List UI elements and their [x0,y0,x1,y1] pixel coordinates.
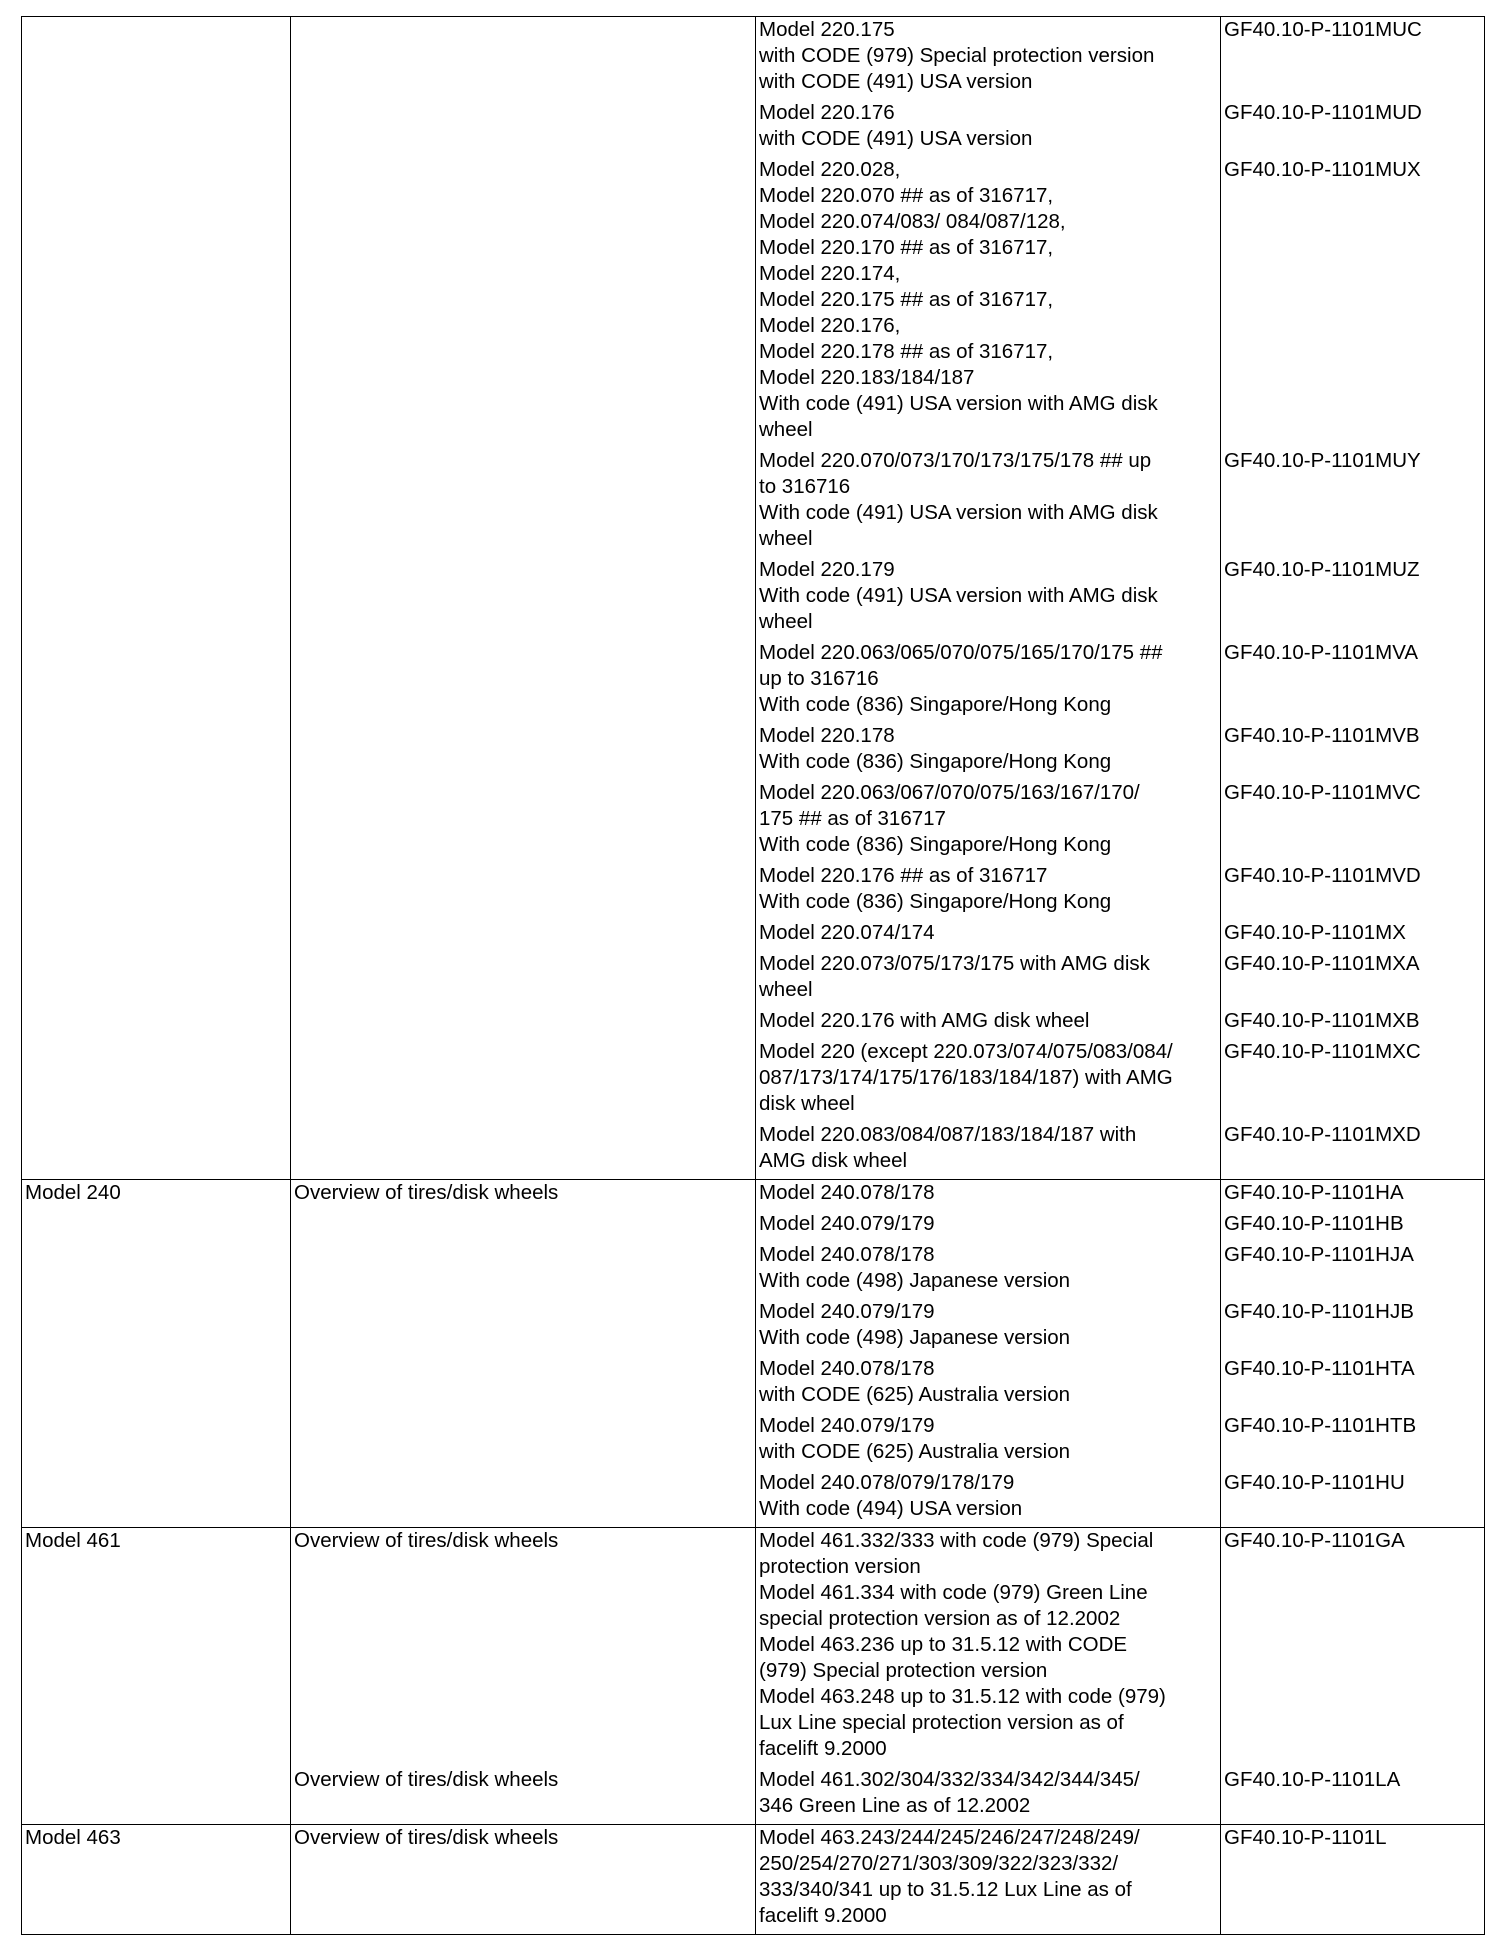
description-line: Model 240.079/179 [759,1212,935,1235]
topic-cell [291,780,756,863]
model-cell [22,1122,291,1180]
document-number-cell: GF40.10-P-1101GA [1221,1528,1485,1768]
description-line: Model 240.078/178 [759,1357,935,1380]
model-cell [22,640,291,723]
document-number-cell: GF40.10-P-1101MVA [1221,640,1485,723]
topic-cell [291,723,756,780]
topic-cell [291,863,756,920]
document-number-cell: GF40.10-P-1101MXA [1221,951,1485,1008]
topic-cell [291,1039,756,1122]
topic-cell: Overview of tires/disk wheels [291,1767,756,1825]
table-row [22,1299,1485,1356]
description-line: 250/254/270/271/303/309/322/323/332/ [759,1852,1119,1875]
table-row [22,780,1485,863]
model-cell [22,100,291,157]
model-cell [22,951,291,1008]
model-cell [22,920,291,951]
description-cell [756,1767,1221,1825]
description-line: With code (836) Singapore/Hong Kong [759,750,1112,773]
document-number-cell: GF40.10-P-1101MUX [1221,157,1485,448]
table-row [22,557,1485,640]
table-row [22,1122,1485,1180]
model-cell [22,723,291,780]
description-cell [756,640,1221,723]
document-number-cell: GF40.10-P-1101MXD [1221,1122,1485,1180]
description-line: With code (491) USA version with AMG disk [759,584,1158,607]
description-cell [756,951,1221,1008]
description-line: Model 220.073/075/173/175 with AMG disk [759,952,1150,975]
description-line: protection version [759,1555,921,1578]
description-line: Model 463.243/244/245/246/247/248/249/ [759,1826,1140,1849]
description-line: 175 ## as of 316717 [759,807,946,830]
description-line: Model 240.078/079/178/179 [759,1471,1015,1494]
model-cell [22,1767,291,1825]
table-row [22,1767,1485,1825]
model-cell: Model 463 [22,1825,291,1935]
description-line: to 316716 [759,475,851,498]
document-number-cell: GF40.10-P-1101MVC [1221,780,1485,863]
document-number-cell: GF40.10-P-1101L [1221,1825,1485,1935]
table-row [22,1008,1485,1039]
document-number-cell: GF40.10-P-1101HA [1221,1180,1485,1212]
description-line: Lux Line special protection version as of [759,1711,1124,1734]
table-row [22,863,1485,920]
document-number-cell: GF40.10-P-1101HJB [1221,1299,1485,1356]
model-cell [22,1356,291,1413]
description-cell [756,723,1221,780]
description-line: Model 220.070/073/170/173/175/178 ## up [759,449,1152,472]
description-line: Model 220 (except 220.073/074/075/083/084/ [759,1040,1173,1063]
description-line: With code (836) Singapore/Hong Kong [759,833,1112,856]
description-cell [756,1413,1221,1470]
description-line: AMG disk wheel [759,1149,908,1172]
description-cell [756,1180,1221,1212]
description-line: With code (498) Japanese version [759,1326,1071,1349]
table-row [22,1180,1485,1212]
description-line: Model 220.176, [759,314,901,337]
description-line: Model 220.176 with AMG disk wheel [759,1009,1090,1032]
description-line: With code (836) Singapore/Hong Kong [759,890,1112,913]
model-cell [22,157,291,448]
table-row [22,723,1485,780]
document-number-cell: GF40.10-P-1101MUD [1221,100,1485,157]
table-row [22,1039,1485,1122]
topic-cell [291,557,756,640]
description-line: Model 220.074/174 [759,921,935,944]
description-line: Model 220.178 ## as of 316717, [759,340,1054,363]
document-number-cell: GF40.10-P-1101MVD [1221,863,1485,920]
description-cell [756,448,1221,557]
description-cell [756,863,1221,920]
description-line: Model 220.170 ## as of 316717, [759,236,1054,259]
table-row [22,640,1485,723]
model-cell [22,1242,291,1299]
description-line: with CODE (979) Special protection version [759,44,1155,67]
description-line: with CODE (625) Australia version [759,1440,1071,1463]
description-line: Model 220.063/067/070/075/163/167/170/ [759,781,1140,804]
description-cell [756,920,1221,951]
table-row [22,1356,1485,1413]
description-line: 333/340/341 up to 31.5.12 Lux Line as of [759,1878,1132,1901]
document-number-cell: GF40.10-P-1101MXB [1221,1008,1485,1039]
table-row [22,1825,1485,1935]
topic-cell [291,640,756,723]
description-line: wheel [759,610,813,633]
description-line: with CODE (491) USA version [759,127,1033,150]
description-cell [756,1299,1221,1356]
description-line: Model 220.178 [759,724,895,747]
description-line: Model 220.176 ## as of 316717 [759,864,1048,887]
topic-cell: Overview of tires/disk wheels [291,1528,756,1768]
description-line: Model 461.332/333 with code (979) Special [759,1529,1154,1552]
description-line: Model 220.070 ## as of 316717, [759,184,1054,207]
topic-cell: Overview of tires/disk wheels [291,1180,756,1212]
table-row [22,100,1485,157]
topic-cell [291,1122,756,1180]
document-number-cell: GF40.10-P-1101MX [1221,920,1485,951]
description-cell [756,1122,1221,1180]
description-line: up to 316716 [759,667,879,690]
description-cell [756,557,1221,640]
description-cell [756,1008,1221,1039]
table-row [22,1470,1485,1528]
description-line: disk wheel [759,1092,855,1115]
description-cell [756,17,1221,101]
description-line: Model 220.063/065/070/075/165/170/175 ## [759,641,1163,664]
description-cell [756,100,1221,157]
model-cell [22,17,291,101]
description-line: Model 220.179 [759,558,895,581]
description-line: facelift 9.2000 [759,1737,887,1760]
topic-cell [291,1008,756,1039]
topic-cell [291,951,756,1008]
model-cell [22,1470,291,1528]
description-cell [756,1470,1221,1528]
description-line: With code (498) Japanese version [759,1269,1071,1292]
description-cell [756,157,1221,448]
document-number-cell: GF40.10-P-1101HJA [1221,1242,1485,1299]
topic-cell [291,1413,756,1470]
description-line: Model 220.176 [759,101,895,124]
description-line: facelift 9.2000 [759,1904,887,1927]
description-line: Model 220.175 [759,18,895,41]
table-row [22,920,1485,951]
topic-cell [291,157,756,448]
table-row [22,1413,1485,1470]
topic-cell [291,1356,756,1413]
table-row [22,951,1485,1008]
description-line: Model 463.248 up to 31.5.12 with code (979) [759,1685,1166,1708]
document-number-cell: GF40.10-P-1101MUY [1221,448,1485,557]
topic-cell [291,17,756,101]
model-cell [22,1008,291,1039]
topic-cell [291,100,756,157]
topic-cell [291,1211,756,1242]
model-cell [22,863,291,920]
description-line: With code (836) Singapore/Hong Kong [759,693,1112,716]
description-line: With code (494) USA version [759,1497,1023,1520]
document-number-cell: GF40.10-P-1101HTB [1221,1413,1485,1470]
description-line: Model 220.074/083/ 084/087/128, [759,210,1066,233]
document-number-cell: GF40.10-P-1101MUZ [1221,557,1485,640]
description-line: Model 220.028, [759,158,901,181]
description-line: Model 461.334 with code (979) Green Line [759,1581,1148,1604]
table-row [22,1211,1485,1242]
document-number-cell: GF40.10-P-1101HB [1221,1211,1485,1242]
description-line: Model 240.079/179 [759,1414,935,1437]
description-line: wheel [759,418,813,441]
table-row [22,1242,1485,1299]
description-line: Model 220.174, [759,262,901,285]
description-line: Model 220.083/084/087/183/184/187 with [759,1123,1137,1146]
description-line: Model 240.078/178 [759,1181,935,1204]
topic-cell [291,1470,756,1528]
model-cell [22,1211,291,1242]
document-number-cell: GF40.10-P-1101MUC [1221,17,1485,101]
description-line: wheel [759,978,813,1001]
description-cell [756,780,1221,863]
document-number-cell: GF40.10-P-1101HU [1221,1470,1485,1528]
model-cell [22,1299,291,1356]
model-cell [22,557,291,640]
description-line: Model 240.078/178 [759,1243,935,1266]
document-number-cell: GF40.10-P-1101MXC [1221,1039,1485,1122]
table-row [22,17,1485,101]
model-cell: Model 240 [22,1180,291,1212]
table-row [22,157,1485,448]
description-cell [756,1528,1221,1768]
topic-cell [291,1242,756,1299]
description-line: with CODE (491) USA version [759,70,1033,93]
description-line: wheel [759,527,813,550]
model-cell: Model 461 [22,1528,291,1768]
document-number-cell: GF40.10-P-1101LA [1221,1767,1485,1825]
table-row [22,1528,1485,1768]
description-cell [756,1211,1221,1242]
model-cell [22,1413,291,1470]
model-cell [22,780,291,863]
description-line: 087/173/174/175/176/183/184/187) with AMG [759,1066,1173,1089]
topic-cell: Overview of tires/disk wheels [291,1825,756,1935]
description-line: Model 463.236 up to 31.5.12 with CODE [759,1633,1128,1656]
description-cell [756,1039,1221,1122]
model-cell [22,1039,291,1122]
table-row [22,448,1485,557]
tire-wheel-document-table [21,16,1485,1935]
description-cell [756,1825,1221,1935]
description-line: Model 220.183/184/187 [759,366,975,389]
document-number-cell: GF40.10-P-1101HTA [1221,1356,1485,1413]
description-line: Model 220.175 ## as of 316717, [759,288,1054,311]
topic-cell [291,448,756,557]
description-line: (979) Special protection version [759,1659,1048,1682]
topic-cell [291,920,756,951]
document-number-cell: GF40.10-P-1101MVB [1221,723,1485,780]
description-line: Model 461.302/304/332/334/342/344/345/ [759,1768,1140,1791]
table-body [22,17,1485,1935]
model-cell [22,448,291,557]
topic-cell [291,1299,756,1356]
description-line: With code (491) USA version with AMG disk [759,392,1158,415]
description-cell [756,1242,1221,1299]
description-line: with CODE (625) Australia version [759,1383,1071,1406]
description-line: Model 240.079/179 [759,1300,935,1323]
description-line: 346 Green Line as of 12.2002 [759,1794,1031,1817]
description-line: With code (491) USA version with AMG disk [759,501,1158,524]
description-cell [756,1356,1221,1413]
description-line: special protection version as of 12.2002 [759,1607,1121,1630]
